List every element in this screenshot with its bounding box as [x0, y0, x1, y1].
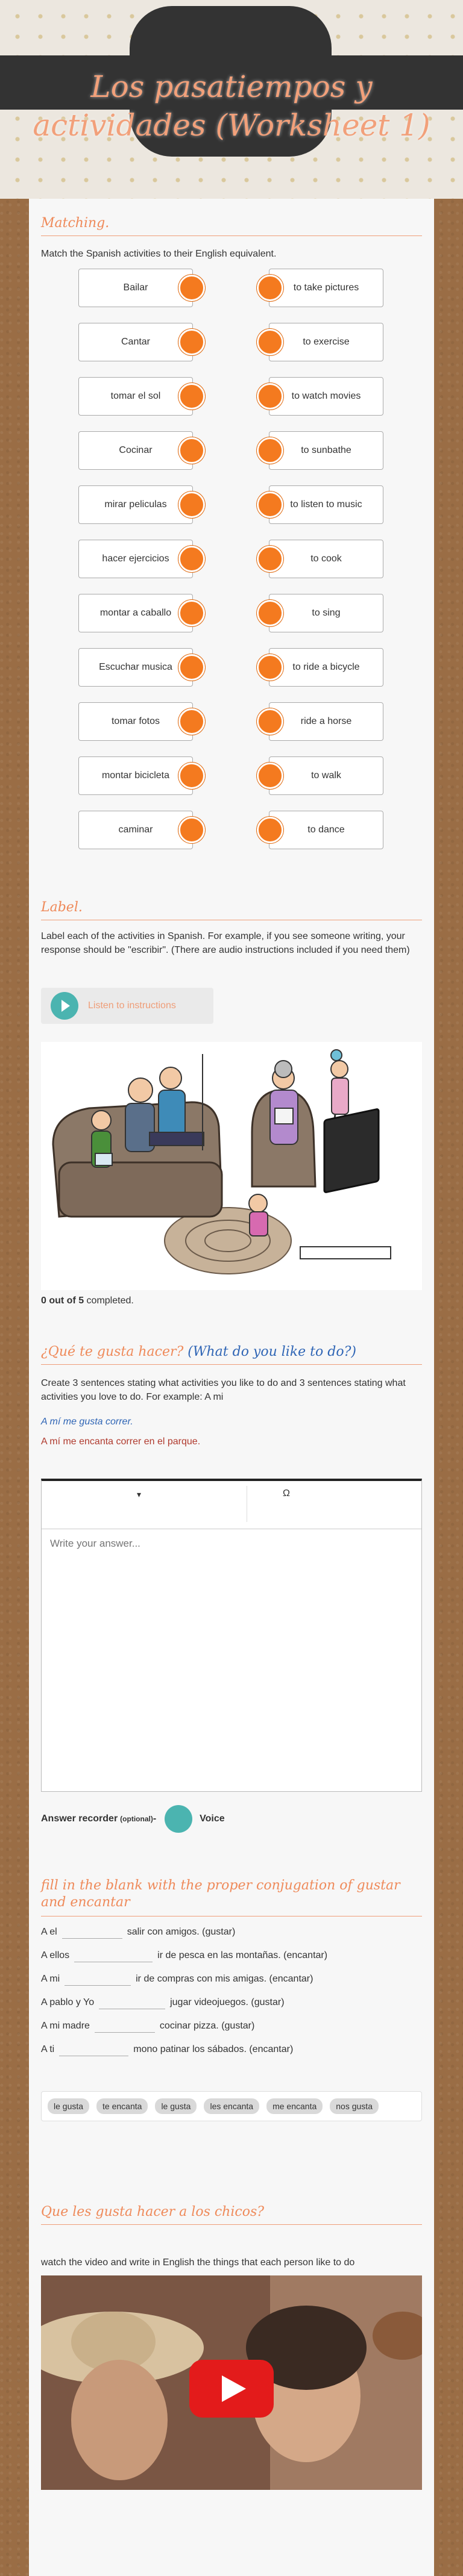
- fill-blank-input[interactable]: [65, 1973, 131, 1986]
- format-dropdown-icon[interactable]: ▾: [137, 1489, 142, 1499]
- match-left-item[interactable]: hacer ejercicios: [78, 540, 193, 578]
- recorder-label: Answer recorder: [41, 1813, 118, 1824]
- match-right-item[interactable]: to ride a bicycle: [269, 648, 383, 687]
- match-left-connector[interactable]: [178, 546, 205, 572]
- listen-instructions-button[interactable]: [41, 988, 213, 1024]
- match-right-connector[interactable]: [257, 329, 283, 355]
- match-left-connector[interactable]: [178, 654, 205, 681]
- fill-row-prefix: A pablo y Yo: [41, 1997, 95, 2007]
- play-icon: [51, 992, 78, 1020]
- recorder-dash: -: [153, 1813, 157, 1824]
- editor-toolbar: [42, 1481, 421, 1529]
- match-left-item[interactable]: montar bicicleta: [78, 756, 193, 795]
- match-right-connector[interactable]: [257, 491, 283, 518]
- word-bank: [41, 2091, 422, 2121]
- record-voice-button[interactable]: [165, 1805, 192, 1833]
- matching-title: Matching.: [41, 216, 422, 236]
- match-right-connector[interactable]: [257, 763, 283, 789]
- match-right-item[interactable]: to sunbathe: [269, 431, 383, 470]
- fill-row-suffix: cocinar pizza. (gustar): [159, 2021, 255, 2031]
- word-chip[interactable]: les encanta: [204, 2098, 259, 2114]
- fill-row-suffix: salir con amigos. (gustar): [127, 1927, 236, 1937]
- fill-row-prefix: A ellos: [41, 1950, 70, 1960]
- listen-instructions-label: Listen to instructions: [88, 1000, 176, 1011]
- match-left-connector[interactable]: [178, 708, 205, 735]
- match-left-connector[interactable]: [178, 329, 205, 355]
- fill-blank-input[interactable]: [95, 2019, 155, 2033]
- special-characters-icon[interactable]: Ω: [283, 1488, 290, 1499]
- match-left-item[interactable]: tomar el sol: [78, 377, 193, 416]
- page-title: [0, 67, 463, 145]
- match-right-item[interactable]: to listen to music: [269, 485, 383, 524]
- match-right-connector[interactable]: [257, 654, 283, 681]
- match-left-item[interactable]: Cocinar: [78, 431, 193, 470]
- match-right-item[interactable]: to sing: [269, 594, 383, 632]
- match-right-connector[interactable]: [257, 546, 283, 572]
- gusta-instructions: Create 3 sentences stating what activities you like to do and 3 sentences stating what activities you love to do. For example: A mi: [41, 1378, 406, 1402]
- answer-editor: [41, 1479, 422, 1792]
- label-progress-count: 0 out of 5: [41, 1296, 84, 1306]
- match-right-item[interactable]: ride a horse: [269, 702, 383, 741]
- fill-row: [41, 1971, 422, 1987]
- fill-row-prefix: A mi madre: [41, 2021, 90, 2031]
- answer-textarea[interactable]: [42, 1529, 421, 1792]
- word-chip[interactable]: le gusta: [48, 2098, 89, 2114]
- match-left-connector[interactable]: [178, 275, 205, 301]
- youtube-play-icon[interactable]: [189, 2360, 274, 2418]
- match-right-connector[interactable]: [257, 600, 283, 626]
- fill-blank-input[interactable]: [74, 1949, 153, 1962]
- fill-blank-input[interactable]: [99, 1996, 165, 2009]
- fill-row: [41, 2042, 422, 2057]
- family-illustration: [41, 1042, 422, 1290]
- fill-blank-input[interactable]: [62, 1926, 122, 1939]
- video-player[interactable]: [41, 2275, 422, 2490]
- match-right-item[interactable]: to take pictures: [269, 269, 383, 307]
- match-left-item[interactable]: mirar peliculas: [78, 485, 193, 524]
- fill-title: fill in the blank with the proper conjugation of gustar and encantar: [41, 1877, 422, 1916]
- header-pattern: [0, 0, 463, 199]
- fill-row-suffix: ir de compras con mis amigas. (encantar): [136, 1974, 313, 1984]
- fill-blank-input[interactable]: [59, 2043, 128, 2056]
- fill-row-suffix: ir de pesca en las montañas. (encantar): [157, 1950, 328, 1960]
- match-right-connector[interactable]: [257, 383, 283, 410]
- match-right-connector[interactable]: [257, 437, 283, 464]
- fill-row: [41, 2018, 422, 2034]
- match-right-item[interactable]: to watch movies: [269, 377, 383, 416]
- fill-row-prefix: A ti: [41, 2044, 55, 2054]
- word-chip[interactable]: le gusta: [155, 2098, 197, 2114]
- label-title: Label.: [41, 900, 422, 920]
- word-chip[interactable]: nos gusta: [330, 2098, 379, 2114]
- gusta-title: [41, 1344, 422, 1365]
- fill-row-prefix: A el: [41, 1927, 57, 1937]
- label-progress: [41, 1294, 422, 1308]
- fill-row: [41, 1948, 422, 1963]
- match-left-item[interactable]: Bailar: [78, 269, 193, 307]
- match-left-connector[interactable]: [178, 600, 205, 626]
- gusta-subtitle: (What do you like to do?): [187, 1344, 356, 1359]
- match-right-item[interactable]: to dance: [269, 811, 383, 849]
- match-left-connector[interactable]: [178, 763, 205, 789]
- word-chip[interactable]: me encanta: [266, 2098, 323, 2114]
- fill-row: [41, 1924, 422, 1940]
- label-progress-suffix: completed.: [84, 1296, 134, 1306]
- match-left-connector[interactable]: [178, 491, 205, 518]
- gusta-example-2: A mí me encanta correr en el parque.: [41, 1436, 201, 1447]
- match-right-connector[interactable]: [257, 275, 283, 301]
- match-left-connector[interactable]: [178, 817, 205, 843]
- fill-row: [41, 1995, 422, 2010]
- match-left-item[interactable]: Cantar: [78, 323, 193, 361]
- match-left-item[interactable]: montar a caballo: [78, 594, 193, 632]
- fill-row-suffix: jugar videojuegos. (gustar): [170, 1997, 285, 2007]
- word-chip[interactable]: te encanta: [96, 2098, 148, 2114]
- recorder-voice-label: Voice: [200, 1813, 225, 1824]
- label-instructions: Label each of the activities in Spanish. For example, if you see someone writing, your response should be "escribir". (There are audio instructions included if you need them): [41, 931, 410, 955]
- fill-row-prefix: A mi: [41, 1974, 60, 1984]
- match-right-item[interactable]: to cook: [269, 540, 383, 578]
- matching-instructions: Match the Spanish activities to their English equivalent.: [41, 249, 277, 259]
- fill-row-suffix: mono patinar los sábados. (encantar): [133, 2044, 294, 2054]
- match-right-connector[interactable]: [257, 708, 283, 735]
- match-right-item[interactable]: to exercise: [269, 323, 383, 361]
- page-title-line2: actividades (Worksheet 1): [33, 108, 430, 143]
- match-left-item[interactable]: tomar fotos: [78, 702, 193, 741]
- video-instructions: watch the video and write in English the things that each person like to do: [41, 2257, 355, 2268]
- match-right-item[interactable]: to walk: [269, 756, 383, 795]
- match-left-item[interactable]: Escuchar musica: [78, 648, 193, 687]
- match-left-connector[interactable]: [178, 437, 205, 464]
- answer-recorder: [41, 1804, 422, 1834]
- video-title: Que les gusta hacer a los chicos?: [41, 2204, 422, 2225]
- gusta-example-1: A mí me gusta correr.: [41, 1417, 133, 1427]
- match-left-connector[interactable]: [178, 383, 205, 410]
- match-left-item[interactable]: caminar: [78, 811, 193, 849]
- page-title-line1: Los pasatiempos y: [90, 69, 373, 104]
- family-living-room-image[interactable]: [41, 1042, 422, 1290]
- gusta-title-main: ¿Qué te gusta hacer?: [41, 1344, 184, 1359]
- recorder-optional: (optional): [120, 1815, 153, 1823]
- match-right-connector[interactable]: [257, 817, 283, 843]
